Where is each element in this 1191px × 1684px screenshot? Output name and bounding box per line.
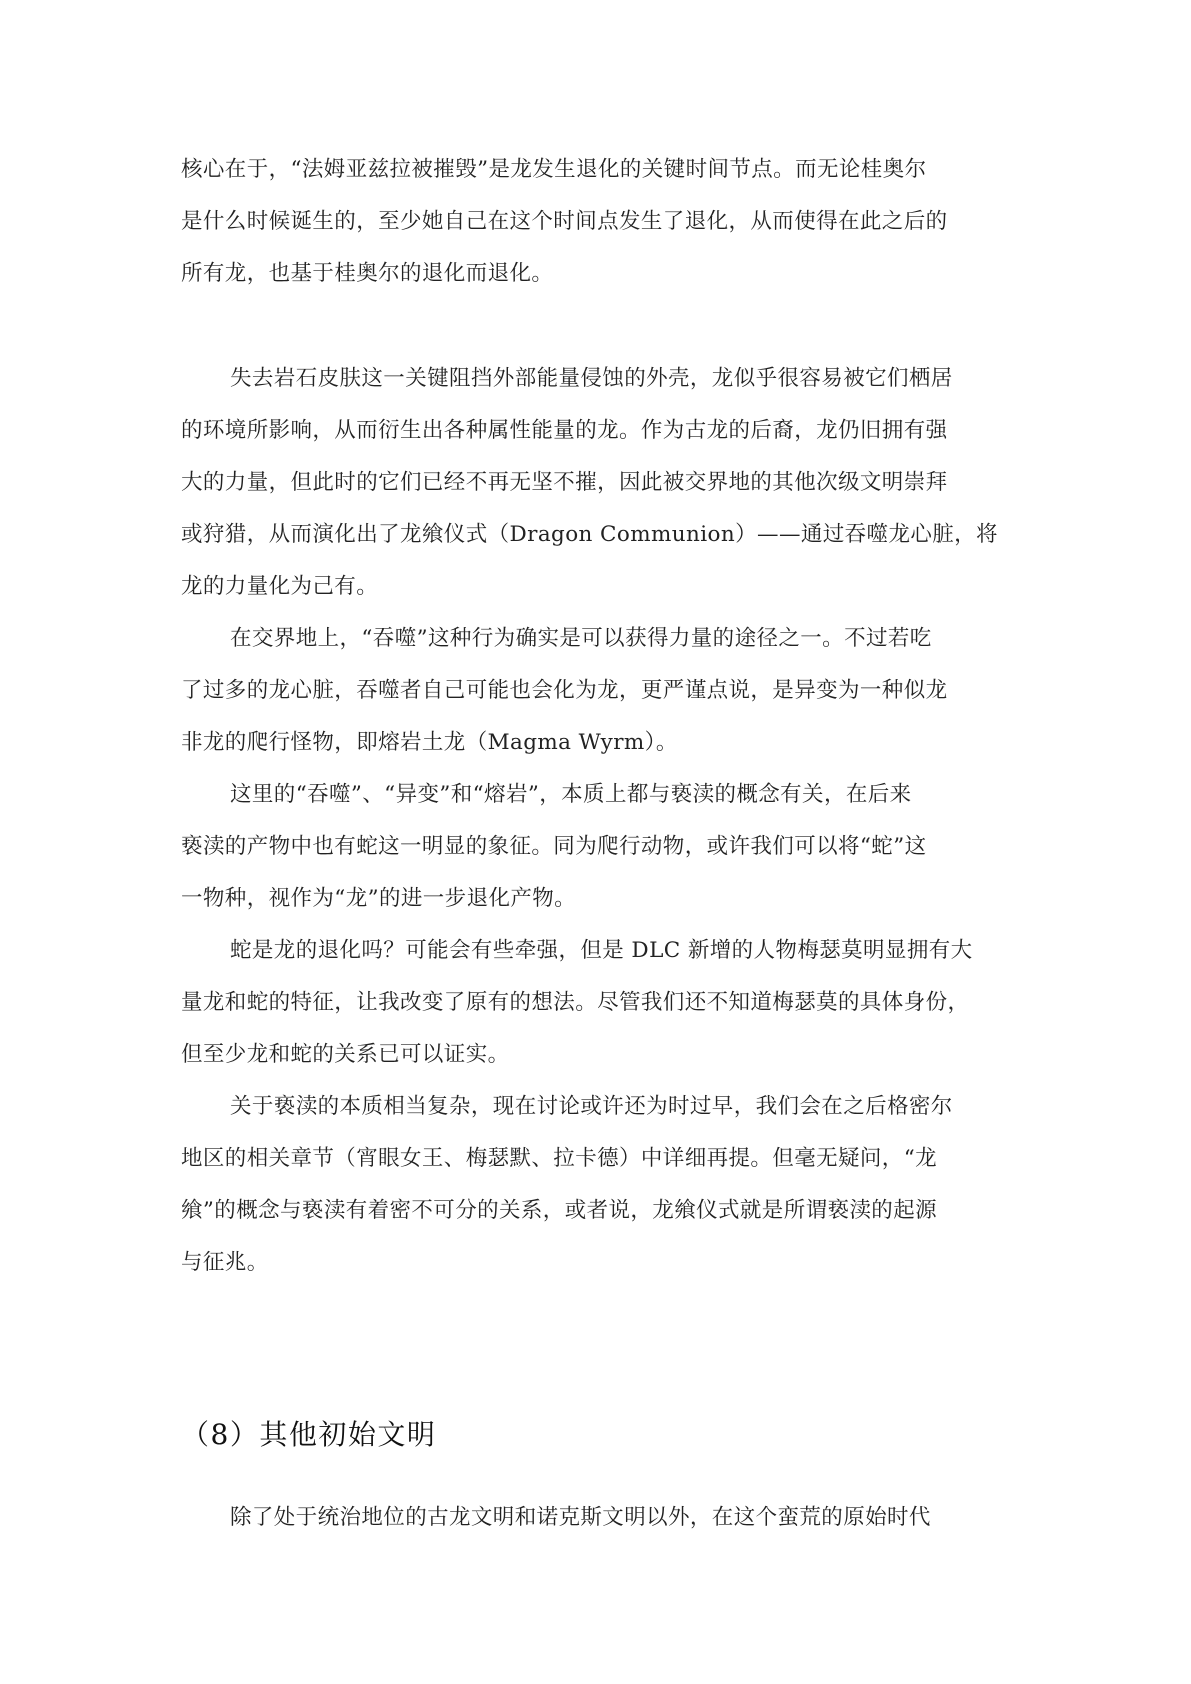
body-text-line: 一物种，视作为“龙”的进一步退化产物。 — [181, 886, 577, 911]
paragraph-first-line: 除了处于统治地位的古龙文明和诺克斯文明以外，在这个蛮荒的原始时代 — [230, 1505, 931, 1530]
body-text-line: 量龙和蛇的特征，让我改变了原有的想法。尽管我们还不知道梅瑟莫的具体身份， — [181, 990, 970, 1015]
body-text-line: 了过多的龙心脏，吞噬者自己可能也会化为龙，更严谨点说，是异变为一种似龙 — [181, 678, 948, 703]
paragraph-first-line: 失去岩石皮肤这一关键阻挡外部能量侵蚀的外壳，龙似乎很容易被它们栖居 — [230, 366, 953, 391]
paragraph-first-line: 关于亵渎的本质相当复杂，现在讨论或许还为时过早，我们会在之后格密尔 — [230, 1094, 953, 1119]
body-text-line: 与征兆。 — [181, 1250, 269, 1275]
paragraph-first-line: 这里的“吞噬”、“异变”和“熔岩”，本质上都与亵渎的概念有关，在后来 — [230, 782, 912, 807]
body-text-line: 是什么时候诞生的，至少她自己在这个时间点发生了退化，从而使得在此之后的 — [181, 209, 948, 234]
body-text-line: 但至少龙和蛇的关系已可以证实。 — [181, 1042, 510, 1067]
paragraph-first-line: 在交界地上，“吞噬”这种行为确实是可以获得力量的途径之一。不过若吃 — [230, 626, 932, 651]
paragraph-first-line: 蛇是龙的退化吗？可能会有些牵强，但是 DLC 新增的人物梅瑟莫明显拥有大 — [230, 938, 973, 963]
body-text-line: 亵渎的产物中也有蛇这一明显的象征。同为爬行动物，或许我们可以将“蛇”这 — [181, 834, 927, 859]
body-text-line: 非龙的爬行怪物，即熔岩土龙（Magma Wyrm）。 — [181, 730, 678, 755]
section-heading: （8）其他初始文明 — [181, 1418, 437, 1451]
body-text-line: 龙的力量化为己有。 — [181, 574, 379, 599]
body-text-line: 地区的相关章节（宵眼女王、梅瑟默、拉卡德）中详细再提。但毫无疑问，“龙 — [181, 1146, 937, 1171]
body-text-line: 或狩猎，从而演化出了龙飨仪式（Dragon Communion）——通过吞噬龙心脏，将 — [181, 522, 998, 547]
body-text-line: 所有龙，也基于桂奥尔的退化而退化。 — [181, 261, 554, 286]
body-text-line: 核心在于，“法姆亚兹拉被摧毁”是龙发生退化的关键时间节点。而无论桂奥尔 — [181, 157, 927, 182]
body-text-line: 大的力量，但此时的它们已经不再无坚不摧，因此被交界地的其他次级文明崇拜 — [181, 470, 948, 495]
body-text-line: 飨”的概念与亵渎有着密不可分的关系，或者说，龙飨仪式就是所谓亵渎的起源 — [181, 1198, 937, 1223]
body-text-line: 的环境所影响，从而衍生出各种属性能量的龙。作为古龙的后裔，龙仍旧拥有强 — [181, 418, 948, 443]
